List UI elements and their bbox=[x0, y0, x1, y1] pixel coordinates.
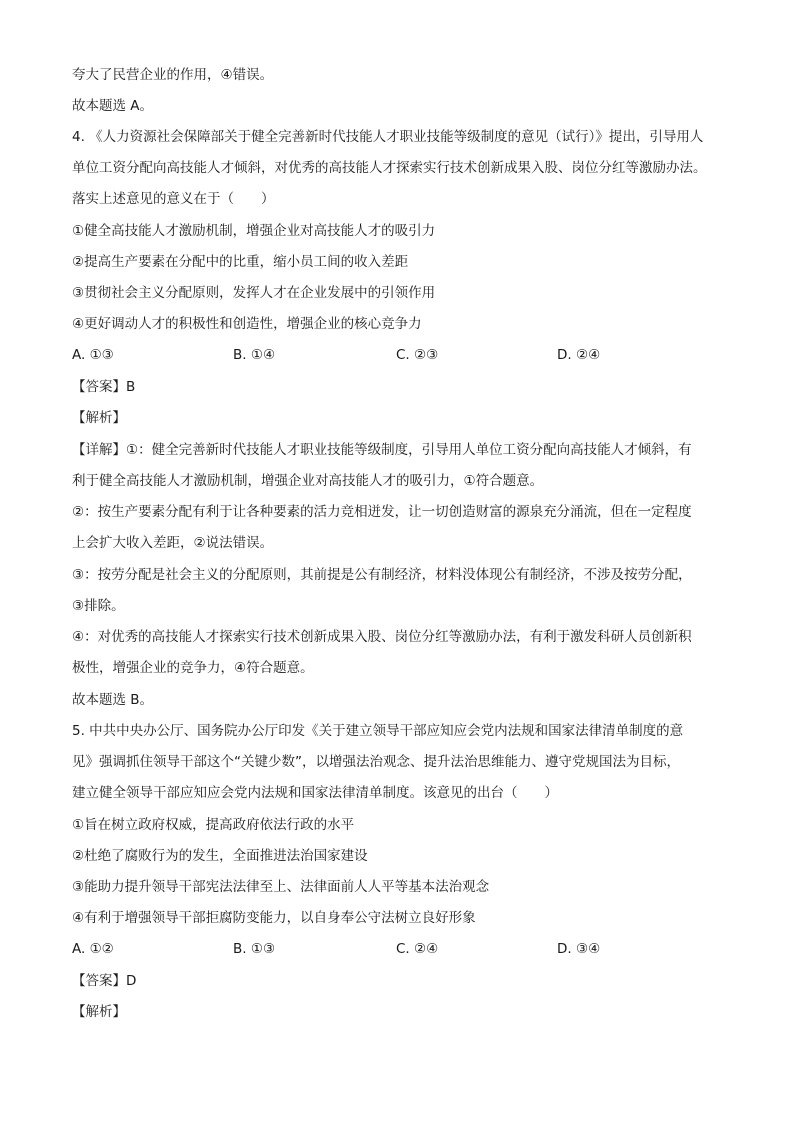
question-5-stem: 见》强调抓住领导干部这个“关键少数”，以增强法治观念、提升法治思维能力、遵守党规国法为目标， bbox=[72, 754, 680, 770]
option-c: C. ②③ bbox=[396, 347, 439, 363]
question-4-stem: 4. 《人力资源社会保障部关于健全完善新时代技能人才职业技能等级制度的意见（试行）》提出，引导用人 bbox=[72, 129, 704, 145]
question-5-statement: ④有利于增强领导干部拒腐防变能力，以自身奉公守法树立良好形象 bbox=[72, 910, 476, 926]
detail-line: ③：按劳分配是社会主义的分配原则，其前提是公有制经济，材料没体现公有制经济，不涉及按劳分配， bbox=[72, 567, 692, 583]
question-4-statement: ②提高生产要素在分配中的比重，缩小员工间的收入差距 bbox=[72, 254, 409, 270]
answer-label: 【答案】B bbox=[72, 379, 136, 395]
analysis-label: 【解析】 bbox=[72, 1004, 126, 1020]
question-5-statement: ③能助力提升领导干部宪法法律至上、法律面前人人平等基本法治观念 bbox=[72, 879, 490, 895]
detail-line: 利于健全高技能人才激励机制，增强企业对高技能人才的吸引力，①符合题意。 bbox=[72, 473, 544, 489]
option-a: A. ①② bbox=[72, 941, 114, 957]
question-4-statement: ③贯彻社会主义分配原则，发挥人才在企业发展中的引领作用 bbox=[72, 285, 436, 301]
text-line: 夸大了民营企业的作用，④错误。 bbox=[72, 67, 274, 83]
detail-line: 【详解】①：健全完善新时代技能人才职业技能等级制度，引导用人单位工资分配向高技能人才倾斜，有 bbox=[72, 442, 692, 458]
question-5-statement: ②杜绝了腐败行为的发生，全面推进法治国家建设 bbox=[72, 848, 368, 864]
option-d: D. ③④ bbox=[557, 941, 601, 957]
detail-line: 上会扩大收入差距，②说法错误。 bbox=[72, 535, 274, 551]
detail-line: 故本题选 B。 bbox=[72, 692, 154, 708]
question-5-stem: 建立健全领导干部应知应会党内法规和国家法律清单制度。该意见的出台（ ） bbox=[72, 785, 558, 801]
analysis-label: 【解析】 bbox=[72, 410, 126, 426]
option-b: B. ①③ bbox=[233, 941, 276, 957]
question-5-stem: 5. 中共中央办公厅、国务院办公厅印发《关于建立领导干部应知应会党内法规和国家法律清单制度的意 bbox=[72, 723, 684, 739]
detail-line: ③排除。 bbox=[72, 598, 125, 614]
detail-line: 极性，增强企业的竞争力，④符合题意。 bbox=[72, 660, 314, 676]
answer-label: 【答案】D bbox=[72, 973, 137, 989]
question-5-statement: ①旨在树立政府权威，提高政府依法行政的水平 bbox=[72, 817, 355, 833]
detail-line: ②：按生产要素分配有利于让各种要素的活力竞相迸发，让一切创造财富的源泉充分涌流，但在一定程度 bbox=[72, 504, 692, 520]
text-line: 故本题选 A。 bbox=[72, 98, 154, 114]
option-b: B. ①④ bbox=[233, 347, 276, 363]
question-4-statement: ①健全高技能人才激励机制，增强企业对高技能人才的吸引力 bbox=[72, 223, 436, 239]
question-4-statement: ④更好调动人才的积极性和创造性，增强企业的核心竞争力 bbox=[72, 316, 422, 332]
option-a: A. ①③ bbox=[72, 347, 114, 363]
option-d: D. ②④ bbox=[557, 347, 601, 363]
question-4-stem: 单位工资分配向高技能人才倾斜，对优秀的高技能人才探索实行技术创新成果入股、岗位分红等激励办法。 bbox=[72, 160, 707, 176]
option-c: C. ②④ bbox=[396, 941, 439, 957]
detail-line: ④：对优秀的高技能人才探索实行技术创新成果入股、岗位分红等激励办法，有利于激发科研人员创新积 bbox=[72, 629, 692, 645]
question-4-stem: 落实上述意见的意义在于（ ） bbox=[72, 191, 275, 207]
